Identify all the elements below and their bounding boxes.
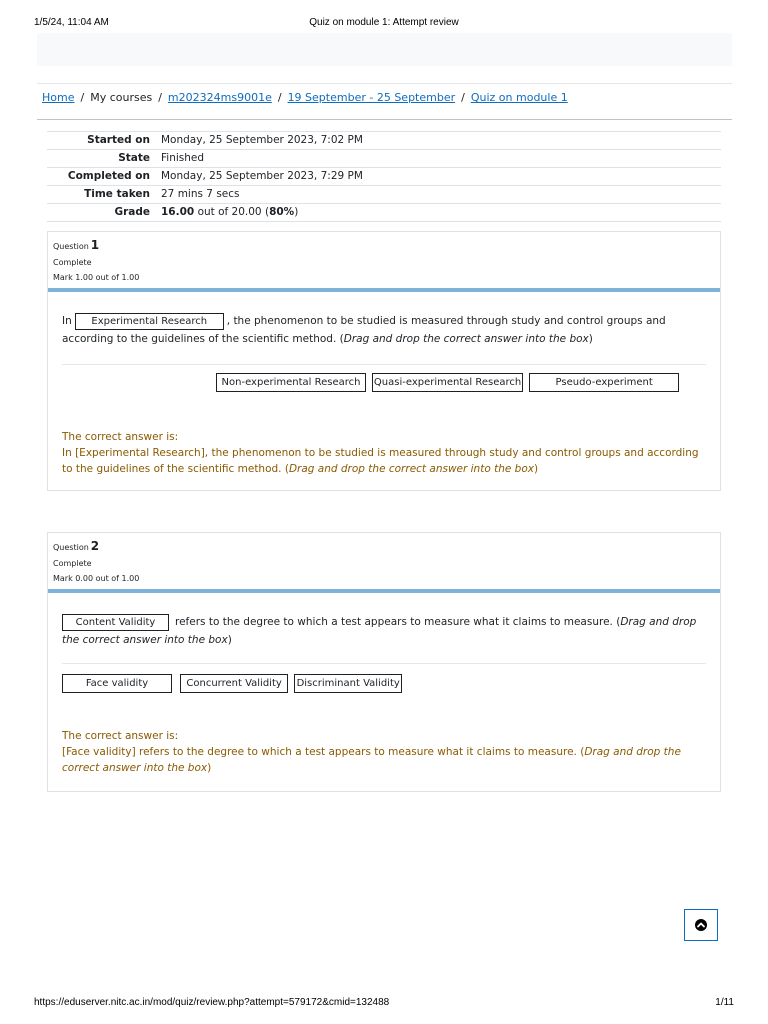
print-title: Quiz on module 1: Attempt review	[309, 17, 459, 28]
question-2	[47, 532, 721, 792]
question-instruction: Drag and drop the correct answer into the box	[62, 616, 697, 646]
summary-row	[47, 132, 721, 150]
question-close: )	[227, 634, 232, 646]
question-number	[53, 238, 145, 252]
drag-choices	[62, 364, 706, 392]
grade-label: Grade	[114, 206, 150, 218]
page-top-band	[37, 33, 732, 66]
summary-value: Finished	[161, 152, 205, 164]
question-close: )	[588, 333, 593, 345]
question-number-value: 1	[90, 238, 100, 252]
question-text	[62, 613, 706, 649]
question-divider	[48, 288, 720, 292]
question-divider	[48, 589, 720, 593]
summary-value: Monday, 25 September 2023, 7:02 PM	[161, 134, 363, 146]
correct-answer-text	[62, 744, 706, 776]
grade-close: )	[294, 206, 299, 218]
breadcrumb-home-link[interactable]: Home	[42, 91, 75, 104]
breadcrumb-separator: /	[158, 91, 162, 104]
question-state: Complete	[53, 559, 92, 568]
correct-answer-body: [Face validity] refers to the degree to which a test appears to measure what it claims to measure. (	[62, 746, 585, 758]
summary-row	[47, 186, 721, 204]
breadcrumb-my-courses: My courses	[90, 91, 153, 104]
correct-answer-heading: The correct answer is:	[62, 431, 179, 443]
breadcrumb-bar	[37, 83, 732, 120]
grade-percent: 80%	[269, 206, 295, 218]
summary-label: Started on	[87, 134, 150, 146]
grade-row	[47, 204, 721, 222]
correct-answer-instruction: Drag and drop the correct answer into the box	[62, 746, 681, 774]
correct-answer-feedback	[62, 728, 706, 776]
grade-score: 16.00	[161, 206, 195, 218]
correct-answer-close: )	[207, 762, 212, 774]
question-prefix: Question	[53, 242, 89, 251]
question-text-before: In	[62, 315, 72, 327]
breadcrumb-quiz-link[interactable]: Quiz on module 1	[470, 91, 568, 104]
print-datetime: 1/5/24, 11:04 AM	[34, 17, 109, 28]
drag-choice[interactable]: Pseudo-experiment	[529, 373, 679, 392]
correct-answer-body: In [Experimental Research], the phenomenon to be studied is measured through study and control groups and according to the guidelines of the scientific method. (	[62, 447, 699, 475]
correct-answer-heading: The correct answer is:	[62, 730, 179, 742]
breadcrumb-separator: /	[277, 91, 282, 104]
correct-answer-close: )	[533, 463, 539, 475]
grade-out-of: out of 20.00 (	[197, 206, 270, 218]
question-text-after: refers to the degree to which a test appears to measure what it claims to measure. (	[175, 616, 621, 628]
chevron-up-glyph	[685, 910, 717, 940]
drag-choice[interactable]: Concurrent Validity	[180, 674, 288, 693]
summary-row	[47, 150, 721, 168]
question-state: Complete	[53, 258, 92, 267]
question-prefix: Question	[53, 543, 89, 552]
question-text	[62, 312, 706, 348]
summary-row	[47, 168, 721, 186]
drag-choice[interactable]: Quasi-experimental Research	[372, 373, 523, 392]
breadcrumb-week-link[interactable]: 19 September - 25 September	[287, 91, 456, 104]
summary-label: Completed on	[67, 170, 150, 182]
question-mark: Mark 0.00 out of 1.00	[53, 574, 140, 583]
drag-choices	[62, 663, 706, 693]
correct-answer-feedback	[62, 429, 706, 477]
grade-value	[156, 204, 721, 222]
question-info	[53, 539, 145, 583]
scroll-to-top-button[interactable]	[684, 909, 718, 941]
summary-value: 27 mins 7 secs	[161, 188, 240, 200]
correct-answer-text	[62, 445, 706, 477]
drag-choice[interactable]: Face validity	[62, 674, 172, 693]
correct-answer-instruction: Drag and drop the correct answer into the box	[288, 463, 534, 475]
answer-drop-box[interactable]: Content Validity	[62, 614, 169, 631]
question-1	[47, 231, 721, 491]
breadcrumb-separator: /	[80, 91, 85, 104]
question-number	[53, 539, 145, 553]
summary-label: Time taken	[84, 188, 150, 200]
summary-label: State	[118, 152, 150, 164]
print-page-number: 1/11	[715, 997, 734, 1008]
attempt-summary-table	[47, 131, 721, 222]
drag-choice[interactable]: Non-experimental Research	[216, 373, 366, 392]
answer-drop-box[interactable]: Experimental Research	[75, 313, 224, 330]
breadcrumb	[42, 91, 568, 104]
question-mark: Mark 1.00 out of 1.00	[53, 273, 140, 282]
question-text-after: , the phenomenon to be studied is measured through study and control groups and according to the guidelines of the scientific method. (	[62, 315, 666, 345]
question-number-value: 2	[90, 539, 100, 553]
breadcrumb-separator: /	[461, 91, 465, 104]
drag-choice[interactable]: Discriminant Validity	[294, 674, 402, 693]
breadcrumb-course-link[interactable]: m202324ms9001e	[167, 91, 272, 104]
print-url: https://eduserver.nitc.ac.in/mod/quiz/review.php?attempt=579172&cmid=132488	[34, 997, 390, 1008]
question-info	[53, 238, 145, 282]
question-instruction: Drag and drop the correct answer into the box	[343, 333, 589, 345]
summary-value: Monday, 25 September 2023, 7:29 PM	[161, 170, 363, 182]
